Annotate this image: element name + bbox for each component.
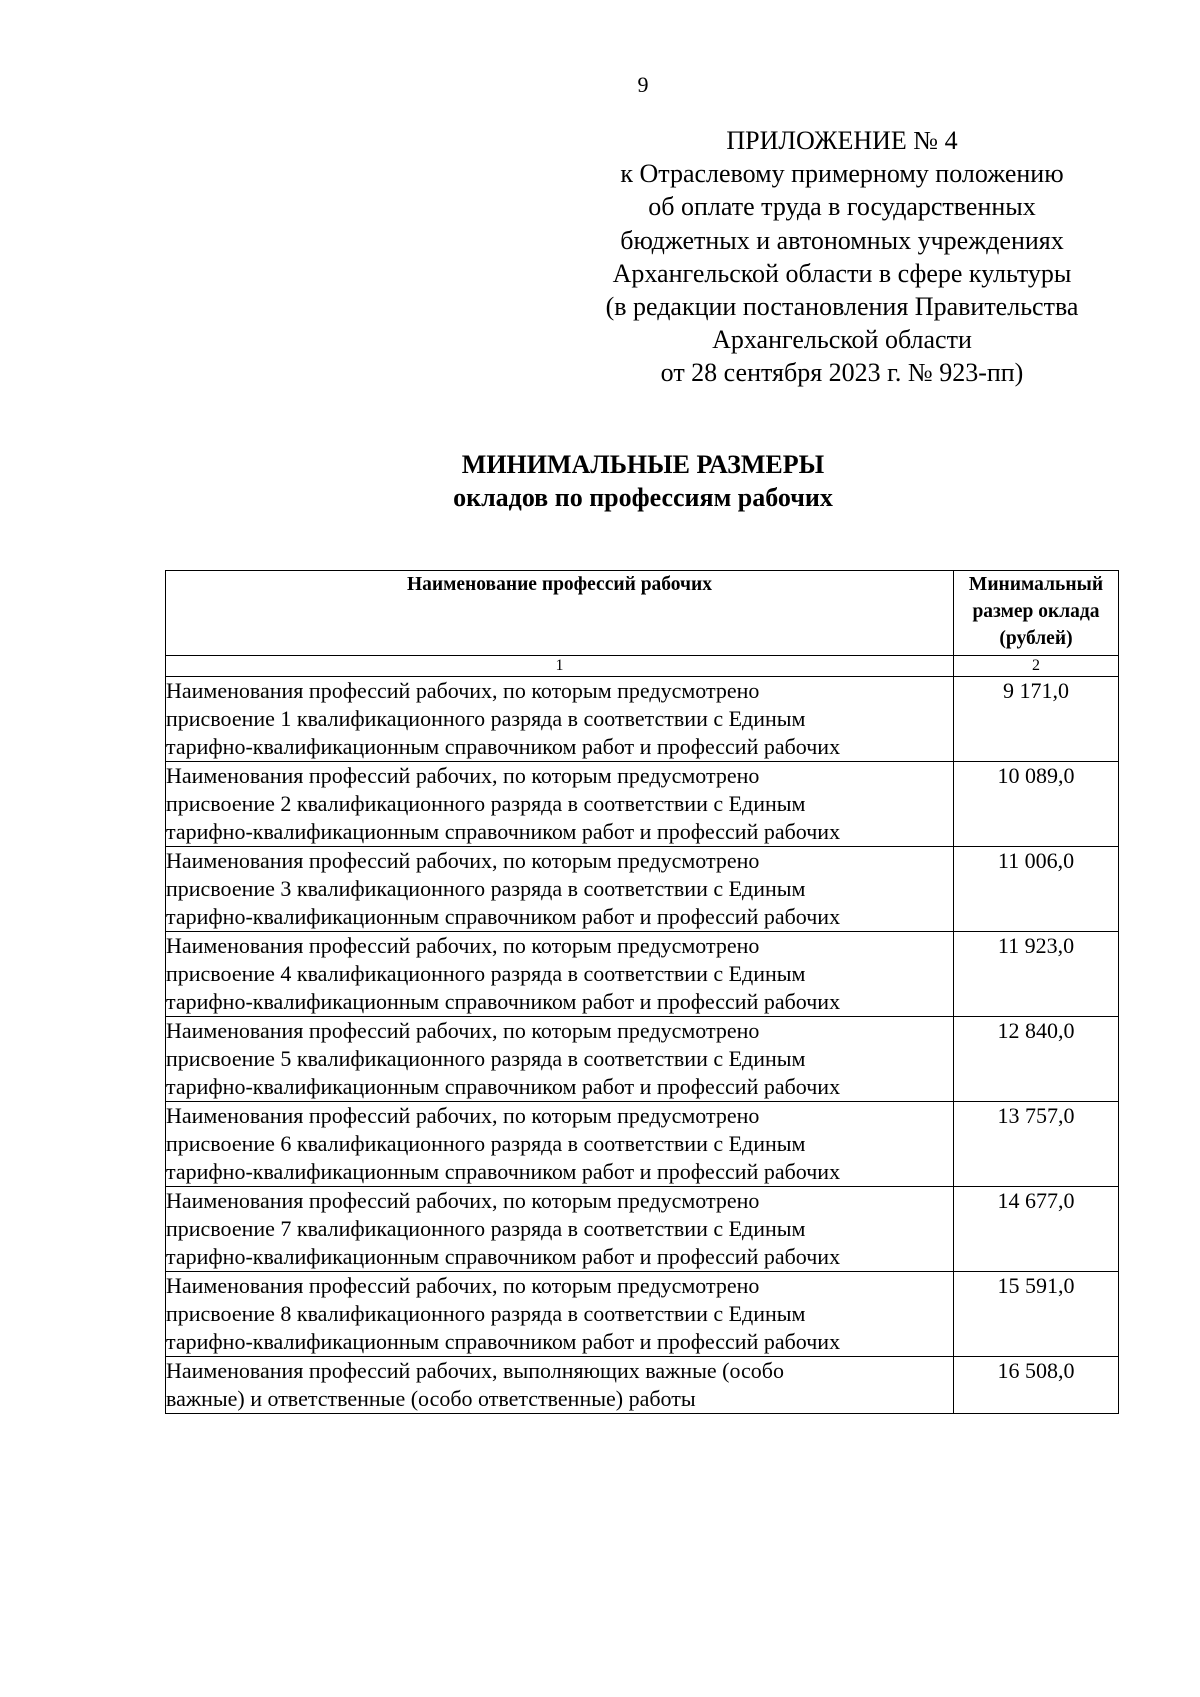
min-salary-value: 14 677,0 xyxy=(954,1187,1119,1272)
title-main: МИНИМАЛЬНЫЕ РАЗМЕРЫ xyxy=(461,450,825,479)
min-salary-value: 16 508,0 xyxy=(954,1357,1119,1414)
appendix-line: (в редакции постановления Правительства xyxy=(605,292,1079,322)
profession-name-line: присвоение 6 квалификационного разряда в соответствии с Единым xyxy=(166,1131,806,1156)
profession-name-line: тарифно-квалификационным справочником работ и профессий рабочих xyxy=(166,904,841,929)
appendix-line: Архангельской области xyxy=(712,325,972,355)
column-number: 2 xyxy=(954,656,1119,677)
profession-name-line: тарифно-квалификационным справочником работ и профессий рабочих xyxy=(166,819,841,844)
profession-name-cell xyxy=(166,1187,954,1272)
appendix-header xyxy=(592,124,1092,390)
table-row xyxy=(166,1017,1119,1102)
header-min-salary xyxy=(954,571,1119,656)
profession-name-line: Наименования профессий рабочих, по которым предусмотрено xyxy=(166,1273,760,1298)
table-row xyxy=(166,932,1119,1017)
profession-name-cell xyxy=(166,1357,954,1414)
appendix-line: от 28 сентября 2023 г. № 923-пп) xyxy=(660,358,1024,388)
profession-name-cell xyxy=(166,762,954,847)
profession-name-line: присвоение 5 квалификационного разряда в соответствии с Единым xyxy=(166,1046,806,1071)
page-number: 9 xyxy=(637,72,649,97)
table-header-row xyxy=(166,571,1119,656)
profession-name-cell xyxy=(166,932,954,1017)
table-row xyxy=(166,847,1119,932)
min-salary-value: 13 757,0 xyxy=(954,1102,1119,1187)
column-number-row xyxy=(166,656,1119,677)
profession-name-line: присвоение 1 квалификационного разряда в соответствии с Единым xyxy=(166,706,806,731)
min-salary-value: 11 006,0 xyxy=(954,847,1119,932)
profession-name-line: Наименования профессий рабочих, по которым предусмотрено xyxy=(166,933,760,958)
profession-name-line: Наименования профессий рабочих, по которым предусмотрено xyxy=(166,1018,760,1043)
appendix-line: об оплате труда в государственных xyxy=(648,192,1036,222)
title-sub: окладов по профессиям рабочих xyxy=(453,483,833,512)
profession-name-cell xyxy=(166,677,954,762)
table-row xyxy=(166,762,1119,847)
profession-name-line: Наименования профессий рабочих, по которым предусмотрено xyxy=(166,1103,760,1128)
min-salary-value: 10 089,0 xyxy=(954,762,1119,847)
profession-name-line: тарифно-квалификационным справочником работ и профессий рабочих xyxy=(166,989,841,1014)
table-row xyxy=(166,1357,1119,1414)
profession-name-line: тарифно-квалификационным справочником работ и профессий рабочих xyxy=(166,1244,841,1269)
profession-name-cell xyxy=(166,847,954,932)
table-row xyxy=(166,1187,1119,1272)
appendix-line: к Отраслевому примерному положению xyxy=(620,159,1064,189)
header-profession-name: Наименование профессий рабочих xyxy=(166,571,954,656)
profession-name-line: присвоение 8 квалификационного разряда в соответствии с Единым xyxy=(166,1301,806,1326)
table-row xyxy=(166,677,1119,762)
min-salary-value: 15 591,0 xyxy=(954,1272,1119,1357)
profession-name-line: важные) и ответственные (особо ответственные) работы xyxy=(166,1386,696,1411)
profession-name-line: Наименования профессий рабочих, выполняющих важные (особо xyxy=(166,1358,784,1383)
document-title xyxy=(0,448,1200,514)
profession-name-line: присвоение 3 квалификационного разряда в соответствии с Единым xyxy=(166,876,806,901)
salary-table xyxy=(165,570,1119,1414)
min-salary-value: 11 923,0 xyxy=(954,932,1119,1017)
table-row xyxy=(166,1102,1119,1187)
profession-name-line: тарифно-квалификационным справочником работ и профессий рабочих xyxy=(166,1159,841,1184)
profession-name-cell xyxy=(166,1017,954,1102)
column-number: 1 xyxy=(166,656,954,677)
table-row xyxy=(166,1272,1119,1357)
header-salary-line: (рублей) xyxy=(999,628,1073,649)
profession-name-line: присвоение 7 квалификационного разряда в соответствии с Единым xyxy=(166,1216,806,1241)
profession-name-line: тарифно-квалификационным справочником работ и профессий рабочих xyxy=(166,1074,841,1099)
appendix-line: ПРИЛОЖЕНИЕ № 4 xyxy=(726,126,958,155)
header-salary-line: Минимальный xyxy=(968,574,1104,595)
min-salary-value: 12 840,0 xyxy=(954,1017,1119,1102)
profession-name-line: Наименования профессий рабочих, по которым предусмотрено xyxy=(166,848,760,873)
profession-name-line: присвоение 2 квалификационного разряда в соответствии с Единым xyxy=(166,791,806,816)
header-salary-line: размер оклада xyxy=(972,601,1100,622)
appendix-line: бюджетных и автономных учреждениях xyxy=(620,225,1064,255)
profession-name-cell xyxy=(166,1102,954,1187)
profession-name-line: тарифно-квалификационным справочником работ и профессий рабочих xyxy=(166,734,841,759)
profession-name-line: Наименования профессий рабочих, по которым предусмотрено xyxy=(166,763,760,788)
appendix-line: Архангельской области в сфере культуры xyxy=(612,258,1072,288)
profession-name-line: тарифно-квалификационным справочником работ и профессий рабочих xyxy=(166,1329,841,1354)
min-salary-value: 9 171,0 xyxy=(954,677,1119,762)
profession-name-line: присвоение 4 квалификационного разряда в соответствии с Единым xyxy=(166,961,806,986)
profession-name-line: Наименования профессий рабочих, по которым предусмотрено xyxy=(166,678,760,703)
profession-name-line: Наименования профессий рабочих, по которым предусмотрено xyxy=(166,1188,760,1213)
profession-name-cell xyxy=(166,1272,954,1357)
